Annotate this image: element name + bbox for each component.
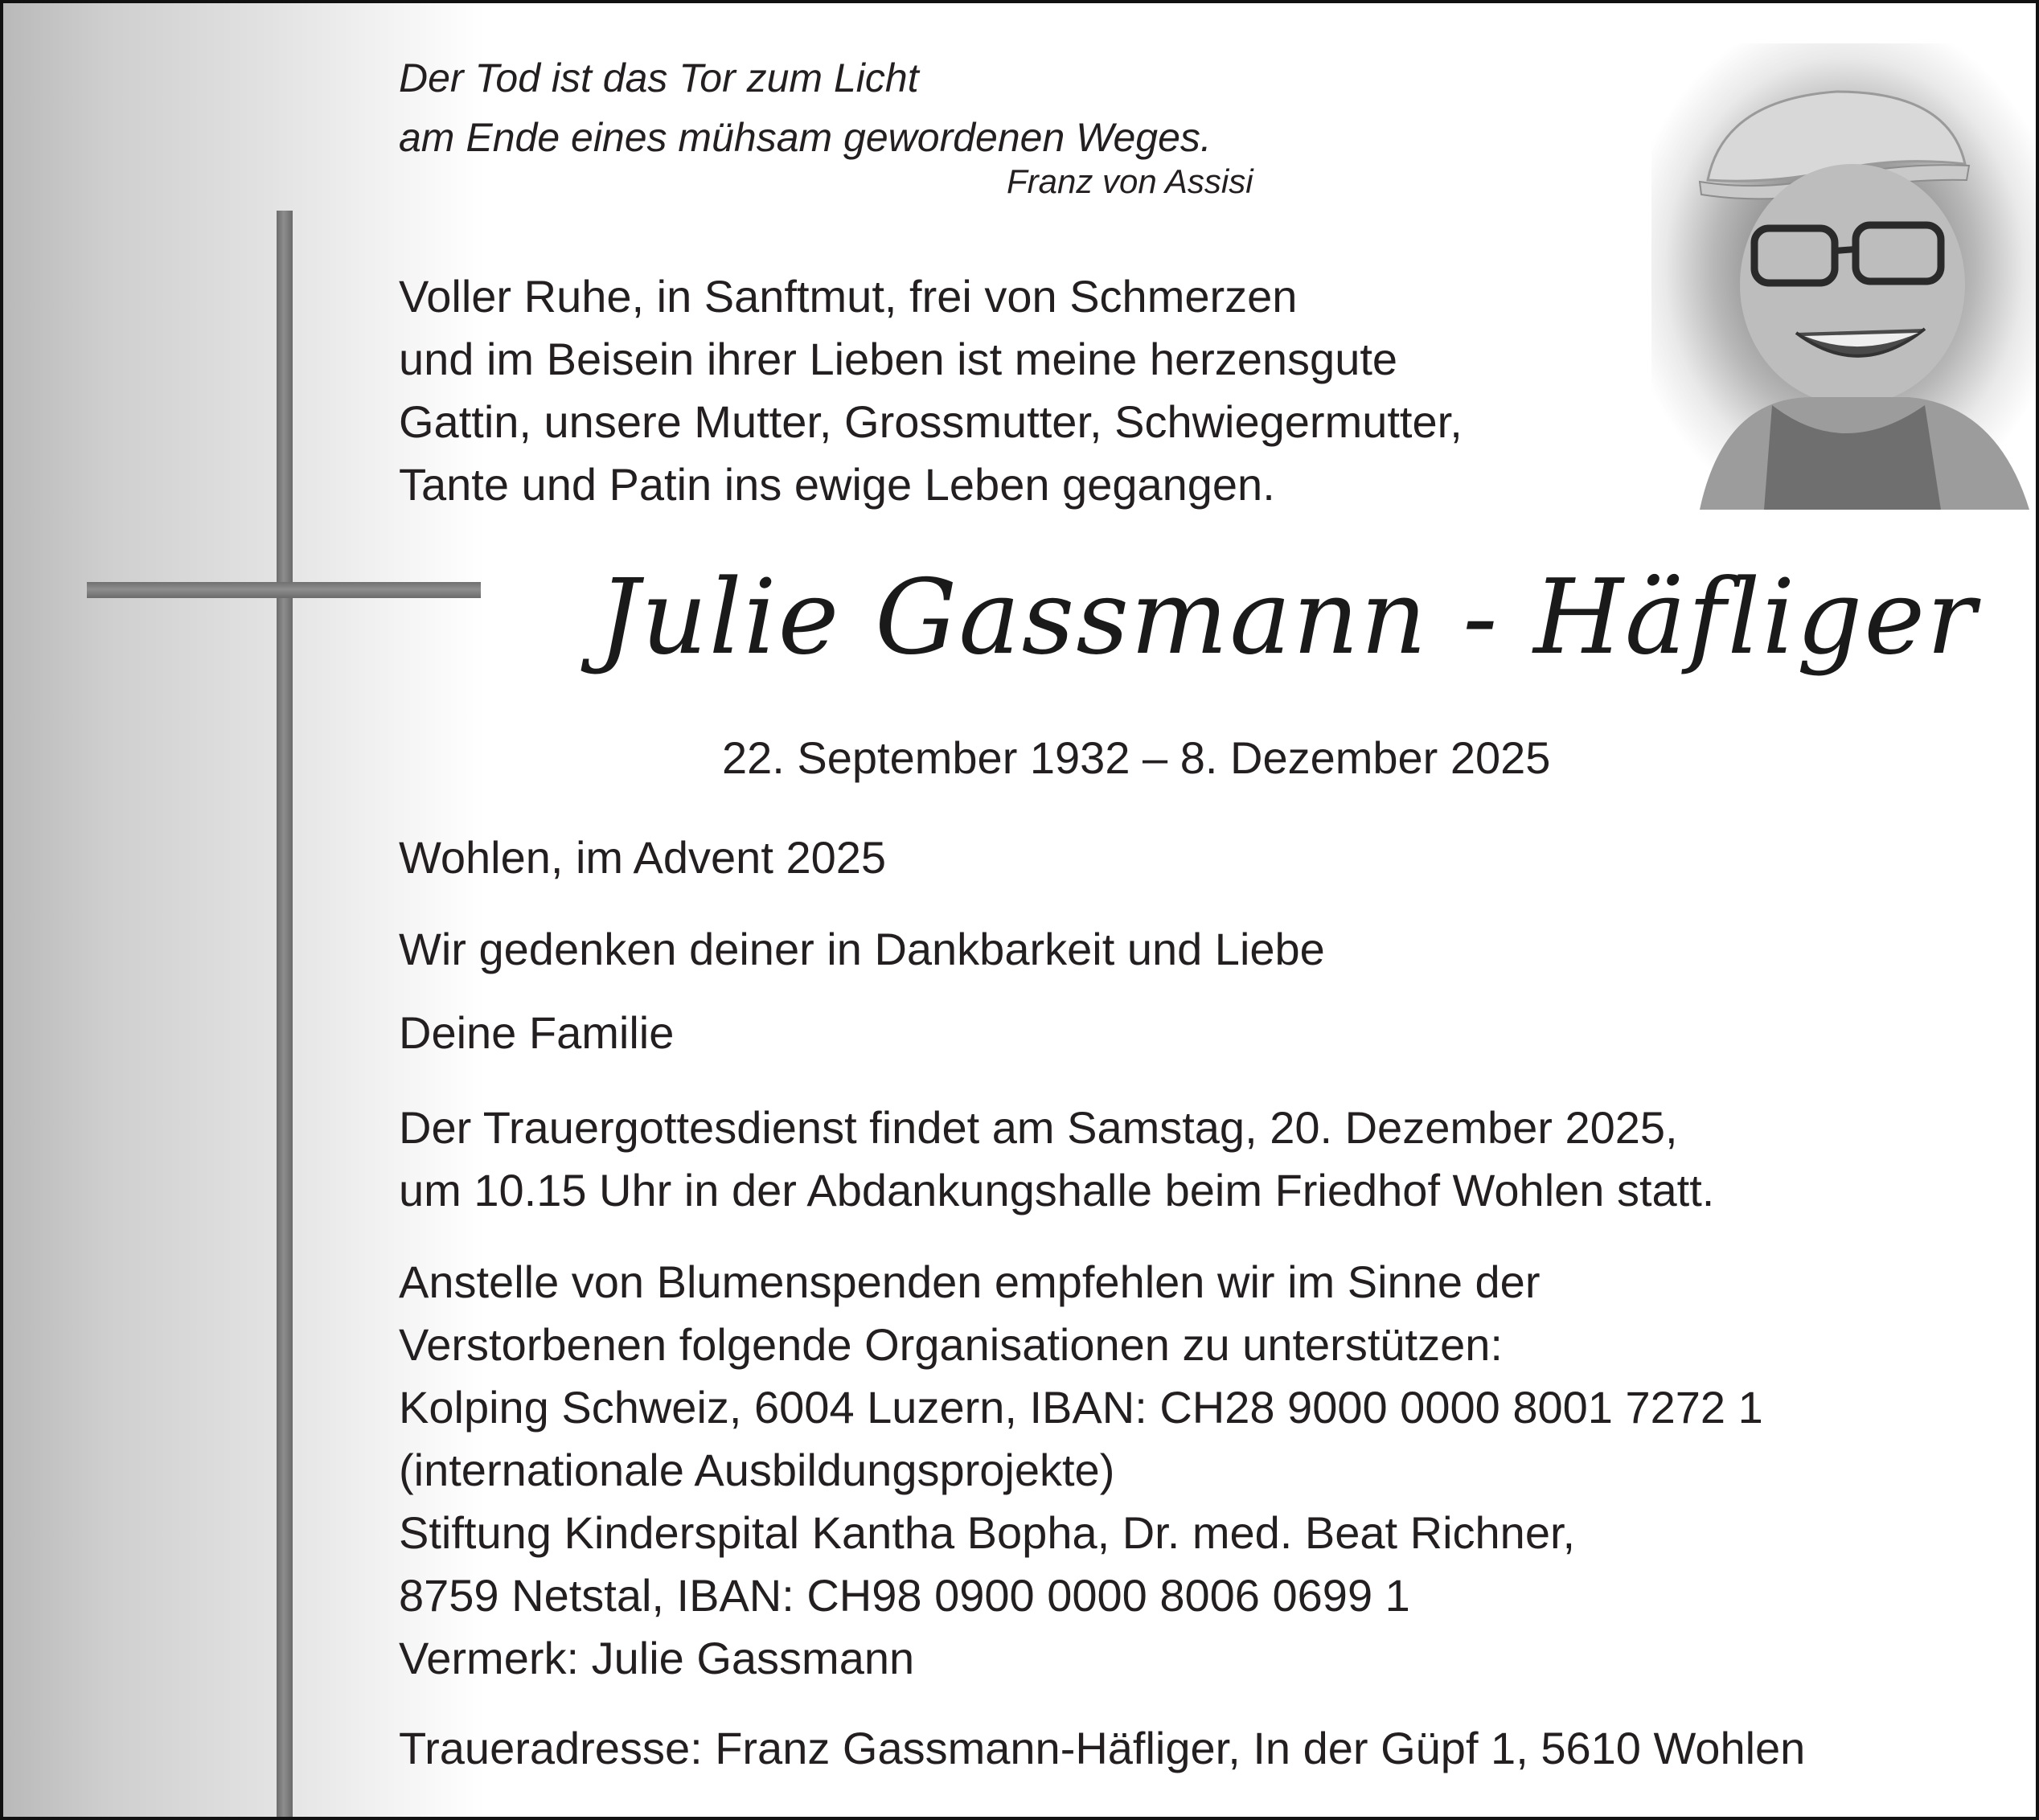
service-line: Der Trauergottesdienst findet am Samstag, 20. Dezember 2025,: [399, 1102, 1678, 1153]
mourning-address: Traueradresse: Franz Gassmann-Häfliger, In der Güpf 1, 5610 Wohlen: [399, 1723, 1806, 1773]
service-paragraph: [399, 1097, 1714, 1222]
intro-line: und im Beisein ihrer Lieben ist meine herzensgute: [399, 334, 1398, 384]
intro-paragraph: [399, 265, 1463, 516]
donations-line: 8759 Netstal, IBAN: CH98 0900 0000 8006 0699 1: [399, 1570, 1410, 1621]
portrait-illustration: [1651, 43, 2037, 510]
donations-line: Stiftung Kinderspital Kantha Bopha, Dr. med. Beat Richner,: [399, 1507, 1576, 1558]
cross-icon-vertical-beam: [277, 211, 293, 1820]
life-dates: 22. September 1932 – 8. Dezember 2025: [722, 732, 1551, 783]
quote-author: Franz von Assisi: [1007, 162, 1253, 200]
intro-line: Tante und Patin ins ewige Leben gegangen.: [399, 459, 1275, 510]
donations-line: Vermerk: Julie Gassmann: [399, 1633, 915, 1683]
deceased-name: Julie Gassmann - Häfliger: [598, 558, 1978, 678]
portrait-photo: [1651, 43, 2037, 510]
donations-line: Anstelle von Blumenspenden empfehlen wir im Sinne der: [399, 1256, 1541, 1307]
place-date: Wohlen, im Advent 2025: [399, 832, 887, 883]
service-line: um 10.15 Uhr in der Abdankungshalle beim Friedhof Wohlen statt.: [399, 1165, 1715, 1215]
donations-paragraph: [399, 1251, 1763, 1690]
quote: [399, 48, 1212, 167]
quote-line: am Ende eines mühsam gewordenen Weges.: [399, 115, 1212, 160]
quote-line: Der Tod ist das Tor zum Licht: [399, 55, 919, 100]
intro-line: Gattin, unsere Mutter, Grossmutter, Schwiegermutter,: [399, 396, 1463, 447]
cross-icon-horizontal-beam: [87, 582, 481, 598]
donations-line: (internationale Ausbildungsprojekte): [399, 1445, 1115, 1495]
remembrance-text: Wir gedenken deiner in Dankbarkeit und Liebe: [399, 924, 1325, 974]
intro-line: Voller Ruhe, in Sanftmut, frei von Schmerzen: [399, 271, 1298, 322]
family-signature: Deine Familie: [399, 1007, 675, 1058]
donations-line: Verstorbenen folgende Organisationen zu unterstützen:: [399, 1319, 1503, 1370]
donations-line: Kolping Schweiz, 6004 Luzern, IBAN: CH28 9000 0000 8001 7272 1: [399, 1382, 1763, 1433]
